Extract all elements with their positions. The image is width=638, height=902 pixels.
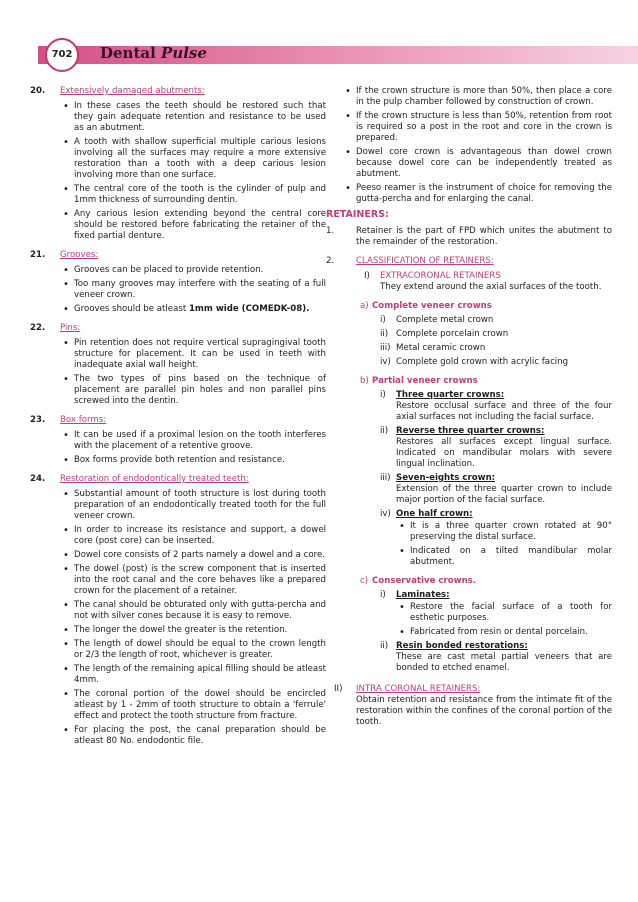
retainers-point-1 [326,226,612,248]
section-number: 24. [30,474,46,484]
bullet-list [396,602,612,638]
right-column [326,86,612,728]
list-item: • In these cases the teeth should be restored such that they gain adequate retention and resistance to be used as an abutment. [74,101,326,134]
intracoronal-desc: Obtain retention and resistance from the intimate fit of the restoration within the confines of the coronal portion of the tooth. [356,695,612,727]
item-desc: Extension of the three quarter crown to include major portion of the facial surface. [396,484,612,505]
list-item: • For placing the post, the canal preparation should be atleast 80 No. endodontic file. [74,725,326,747]
item-numeral: i) [380,315,386,325]
list-item-text: Grooves should be atleast [74,304,189,314]
section-number: 21. [30,250,46,260]
list-item: • Grooves can be placed to provide retention. [74,265,326,276]
extracoronal-retainers [356,271,612,293]
section-title: Grooves: [60,250,99,260]
section-22 [30,323,326,407]
item-text: Metal ceramic crown [396,343,486,353]
list-item [372,315,612,326]
list-item [74,304,326,315]
list-item: • If the crown structure is more than 50%, then place a core in the pulp chamber followed by construction of crown. [356,86,612,108]
section-20 [30,86,326,242]
item-desc: These are cast metal partial veneers that are bonded to etched enamel. [396,652,612,673]
list-item: • The longer the dowel the greater is the retention. [74,625,326,636]
conservative-crowns [326,576,612,674]
bullet-list [60,430,326,466]
list-item: • The dowel (post) is the screw component that is inserted into the root canal and the core behaves like a prepared crown for the placement of a retainer. [74,564,326,597]
item-name: Resin bonded restorations: [396,641,528,651]
list-item: • The length of the remaining apical filling should be atleast 4mm. [74,664,326,686]
list-item: • The two types of pins based on the technique of placement are parallel pin holes and non parallel pins screwed into the dentin. [74,374,326,407]
partial-veneer-crowns [326,376,612,568]
retainers-heading: RETAINERS: [326,209,389,220]
list-item: • The canal should be obturated only with gutta-percha and not with silver cones because it is easy to remove. [74,600,326,622]
item-name: One half crown: [396,509,473,519]
item-numeral: i) [380,390,386,400]
reverse-three-quarter-crowns [372,426,612,470]
section-title: Box forms: [60,415,107,425]
seven-eights-crown [372,473,612,506]
list-item: • Indicated on a tilted mandibular molar abutment. [410,546,612,568]
section-number: 22. [30,323,46,333]
retainers-point-2 [326,256,612,293]
list-item: • It can be used if a proximal lesion on the tooth interferes with the placement of a retentive groove. [74,430,326,452]
laminates [372,590,612,638]
journal-title [100,44,207,62]
item-desc: Restore occlusal surface and three of the four axial surfaces not including the facial surface. [396,401,612,422]
list-item [372,329,612,340]
list-item: • Fabricated from resin or dental porcelain. [410,627,612,638]
page-header [0,38,638,74]
item-numeral: ii) [380,329,389,339]
item-text: Complete metal crown [396,315,494,325]
intracoronal-title: INTRA CORONAL RETAINERS: [356,684,481,694]
item-numeral: i) [380,590,386,600]
alpha-label: a) [360,301,369,311]
item-numeral: iii) [380,473,391,483]
intracoronal-retainers [326,684,612,728]
list-item: • It is a three quarter crown rotated at 90° preserving the distal surface. [410,521,612,543]
list-item: • The coronal portion of the dowel should be encircled atleast by 1 - 2mm of tooth structure to obtain a 'ferrule' effect and protect the tooth structure from fracture. [74,689,326,722]
section-title: Restoration of endodontically treated teeth: [60,474,249,484]
item-name: Seven-eights crown: [396,473,496,483]
item-numeral: iv) [380,357,391,367]
roman-numeral: II) [334,684,343,694]
list-item: • Substantial amount of tooth structure is lost during tooth preparation of an endodontically treated tooth for the full veneer crown. [74,489,326,522]
item-name: Three quarter crowns: [396,390,505,400]
journal-title-plain: Dental [100,44,156,62]
item-text: Complete porcelain crown [396,329,509,339]
list-item: • Any carious lesion extending beyond the central core should be restored before fabricating the retainer of the fixed partial denture. [74,209,326,242]
alpha-label: b) [360,376,369,386]
item-numeral: iv) [380,509,391,519]
section-24 [30,474,326,747]
group-title: Conservative crowns. [372,576,477,586]
item-desc: Restores all surfaces except lingual surface. Indicated on mandibular molars with severe lingual inclination. [396,437,612,469]
section-title: Pins: [60,323,81,333]
bullet-list [60,101,326,242]
list-item: • In order to increase its resistance and support, a dowel core (post core) can be inserted. [74,525,326,547]
list-item: • Restore the facial surface of a tooth for esthetic purposes. [410,602,612,624]
extracoronal-title: EXTRACORONAL RETAINERS [380,271,501,281]
roman-numeral: I) [364,271,370,281]
alpha-label: c) [360,576,369,586]
bullet-list [60,338,326,407]
point-text: Retainer is the part of FPD which unites the abutment to the remainder of the restoration. [356,226,612,247]
list-item [372,357,612,368]
bullet-list [60,489,326,747]
section-21 [30,250,326,315]
item-text: Complete gold crown with acrylic facing [396,357,569,367]
group-title: Partial veneer crowns [372,376,478,386]
bullet-list [396,521,612,568]
list-item-bold: 1mm wide (COMEDK-08). [188,304,310,314]
three-quarter-crowns [372,390,612,423]
item-numeral: ii) [380,641,389,651]
complete-veneer-crowns [326,301,612,368]
item-numeral: ii) [380,426,389,436]
list-item: • Box forms provide both retention and resistance. [74,455,326,466]
classification-title: CLASSIFICATION OF RETAINERS: [356,256,494,266]
page-number: 702 [45,38,79,72]
list-item: • The length of dowel should be equal to the crown length or 2/3 the length of root, whichever is greater. [74,639,326,661]
list-item: • Peeso reamer is the instrument of choice for removing the gutta-percha and for enlarging the canal. [356,183,612,205]
item-numeral: iii) [380,343,391,353]
one-half-crown [372,509,612,568]
list-item: • Pin retention does not require vertical supragingival tooth structure for placement. It can be used in teeth with inadequate axial wall height. [74,338,326,371]
list-item: • Too many grooves may interfere with the seating of a full veneer crown. [74,279,326,301]
item-name: Laminates: [396,590,450,600]
section-title: Extensively damaged abutments: [60,86,205,96]
extracoronal-desc: They extend around the axial surfaces of the tooth. [380,282,602,292]
section-number: 23. [30,415,46,425]
list-item: • Dowel core consists of 2 parts namely a dowel and a core. [74,550,326,561]
item-name: Reverse three quarter crowns: [396,426,545,436]
list-item [372,343,612,354]
section-number: 20. [30,86,46,96]
list-item: • A tooth with shallow superficial multiple carious lesions involving all the surfaces may require a more extensive restoration than a tooth with a deep carious lesion involving more than one surface. [74,137,326,181]
list-item: • If the crown structure is less than 50%, retention from root is required so a post in the root and core in the crown is prepared. [356,111,612,144]
bullet-list [326,86,612,205]
journal-title-italic: Pulse [161,44,207,62]
group-title: Complete veneer crowns [372,301,492,311]
point-number: 1. [326,226,335,236]
left-column [30,86,326,755]
list-item: • Dowel core crown is advantageous than dowel crown because dowel core can be independently treated as abutment. [356,147,612,180]
bullet-list [60,265,326,315]
point-number: 2. [326,256,335,266]
resin-bonded-restorations [372,641,612,674]
section-23 [30,415,326,466]
list-item: • The central core of the tooth is the cylinder of pulp and 1mm thickness of surrounding dentin. [74,184,326,206]
